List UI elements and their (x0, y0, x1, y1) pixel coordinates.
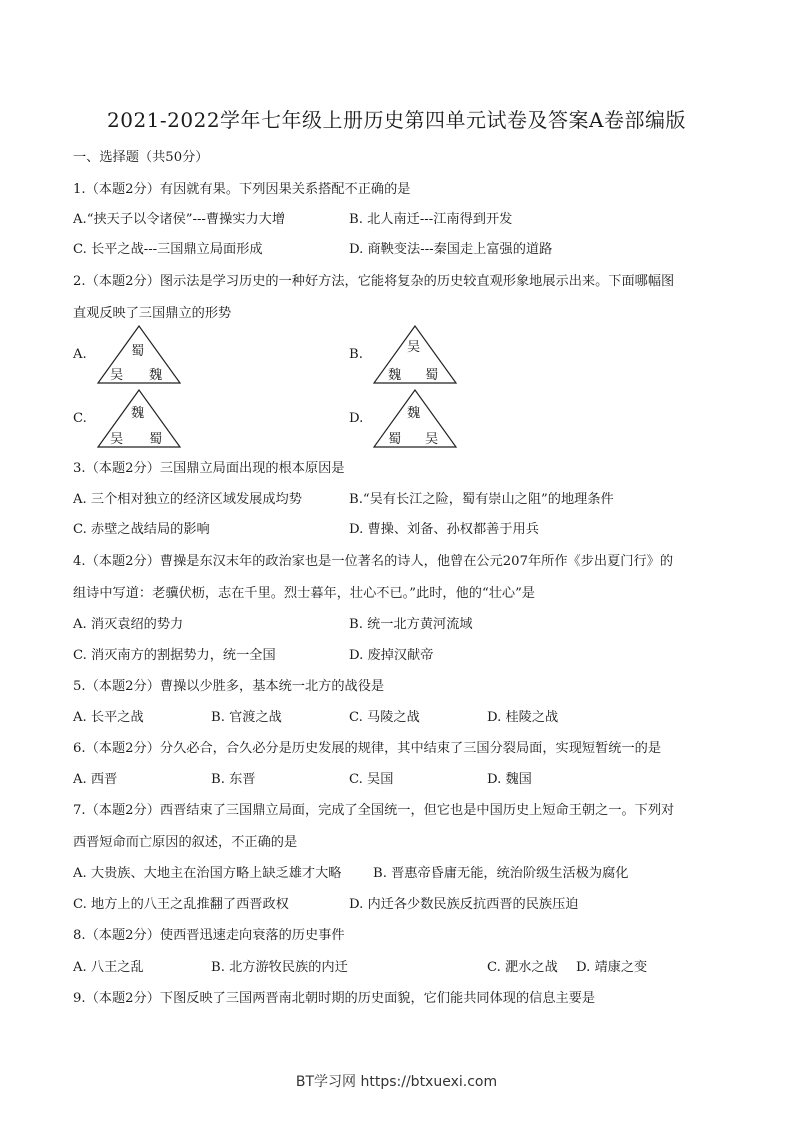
question-9-stem: 9.（本题2分）下图反映了三国两晋南北朝时期的历史面貌，它们能共同体现的信息主要是 (73, 991, 596, 1006)
triangle-c-left-label: 吴 (110, 432, 124, 447)
question-5-option-d: D. 桂陵之战 (487, 710, 559, 725)
triangle-c-right-label: 蜀 (149, 432, 163, 447)
triangle-a-right-label: 魏 (149, 368, 163, 383)
triangle-d-left-label: 蜀 (388, 432, 402, 447)
question-6-option-d: D. 魏国 (487, 772, 532, 787)
triangle-d-top-label: 魏 (407, 406, 421, 421)
question-7-stem-line2: 西晋短命而亡原因的叙述，不正确的是 (73, 835, 298, 850)
question-8-option-b: B. 北方游牧民族的内迁 (211, 960, 348, 975)
question-3-option-b: B.“吴有长江之险，蜀有崇山之阻”的地理条件 (349, 492, 614, 507)
question-6-stem: 6.（本题2分）分久必合，合久必分是历史发展的规律，其中结束了三国分裂局面，实现短暂统一的是 (73, 741, 662, 756)
triangle-diagram-d (372, 388, 458, 450)
question-3-stem: 3.（本题2分）三国鼎立局面出现的根本原因是 (73, 461, 345, 476)
question-2-option-c-label: C. (73, 411, 87, 426)
question-8-stem: 8.（本题2分）使西晋迅速走向衰落的历史事件 (73, 928, 345, 943)
question-3-option-a: A. 三个相对独立的经济区域发展成均势 (73, 492, 302, 507)
question-5-stem: 5.（本题2分）曹操以少胜多，基本统一北方的战役是 (73, 679, 385, 694)
triangle-a-top-label: 蜀 (131, 344, 145, 359)
question-5-option-b: B. 官渡之战 (211, 710, 282, 725)
question-4-stem-line1: 4.（本题2分）曹操是东汉末年的政治家也是一位著名的诗人，他曾在公元207年所作《步出夏门行》的 (73, 554, 674, 569)
page-footer: BT学习网 https://btxuexi.com (295, 1074, 498, 1090)
question-4-option-b: B. 统一北方黄河流域 (349, 617, 473, 632)
triangle-b-right-label: 蜀 (425, 368, 439, 383)
question-4-option-c: C. 消灭南方的割据势力，统一全国 (73, 648, 276, 663)
question-8-option-c: C. 淝水之战 (487, 960, 558, 975)
question-7-option-b: B. 晋惠帝昏庸无能，统治阶级生活极为腐化 (373, 866, 629, 881)
question-1-option-b: B. 北人南迁---江南得到开发 (349, 212, 513, 227)
question-3-option-d: D. 曹操、刘备、孙权都善于用兵 (349, 522, 539, 537)
question-7-option-a: A. 大贵族、大地主在治国方略上缺乏雄才大略 (73, 866, 342, 881)
triangle-c-top-label: 魏 (131, 406, 145, 421)
triangle-diagram-b (372, 324, 458, 386)
question-2-option-b-label: B. (349, 347, 363, 362)
question-4-option-d: D. 废掉汉献帝 (349, 648, 434, 663)
question-2-option-d-label: D. (349, 411, 364, 426)
section-heading: 一、选择题（共50分） (73, 150, 209, 165)
triangle-diagram-a (96, 324, 182, 386)
question-2-stem-line1: 2.（本题2分）图示法是学习历史的一种好方法，它能将复杂的历史较直观形象地展示出来。下面哪幅图 (73, 274, 675, 289)
triangle-diagram-c (96, 388, 182, 450)
triangle-b-top-label: 吴 (407, 340, 421, 355)
question-6-option-c: C. 吴国 (349, 772, 394, 787)
question-6-option-b: B. 东晋 (211, 772, 256, 787)
page-title: 2021-2022学年七年级上册历史第四单元试卷及答案A卷部编版 (107, 108, 686, 132)
question-6-option-a: A. 西晋 (73, 772, 118, 787)
question-4-option-a: A. 消灭袁绍的势力 (73, 617, 184, 632)
question-1-option-d: D. 商鞅变法---秦国走上富强的道路 (349, 242, 553, 257)
question-1-stem: 1.（本题2分）有因就有果。下列因果关系搭配不正确的是 (73, 182, 411, 197)
question-7-option-c: C. 地方上的八王之乱推翻了西晋政权 (73, 897, 289, 912)
triangle-d-right-label: 吴 (425, 432, 439, 447)
triangle-b-left-label: 魏 (388, 368, 402, 383)
question-7-stem-line1: 7.（本题2分）西晋结束了三国鼎立局面，完成了全国统一，但它也是中国历史上短命王朝之一。下列对 (73, 803, 675, 818)
triangle-a-left-label: 吴 (110, 368, 124, 383)
question-8-option-d: D. 靖康之变 (576, 960, 648, 975)
question-7-option-d: D. 内迁各少数民族反抗西晋的民族压迫 (349, 897, 579, 912)
question-2-option-a-label: A. (73, 347, 87, 362)
question-1-option-c: C. 长平之战---三国鼎立局面形成 (73, 242, 263, 257)
question-3-option-c: C. 赤壁之战结局的影响 (73, 522, 210, 537)
question-5-option-c: C. 马陵之战 (349, 710, 420, 725)
question-2-stem-line2: 直观反映了三国鼎立的形势 (73, 306, 232, 321)
question-5-option-a: A. 长平之战 (73, 710, 144, 725)
question-8-option-a: A. 八王之乱 (73, 960, 144, 975)
question-4-stem-line2: 组诗中写道：老骥伏枥，志在千里。烈士暮年，壮心不已。”此时，他的“壮心”是 (73, 586, 535, 601)
question-1-option-a: A.“挟天子以令诸侯”---曹操实力大增 (73, 212, 286, 227)
